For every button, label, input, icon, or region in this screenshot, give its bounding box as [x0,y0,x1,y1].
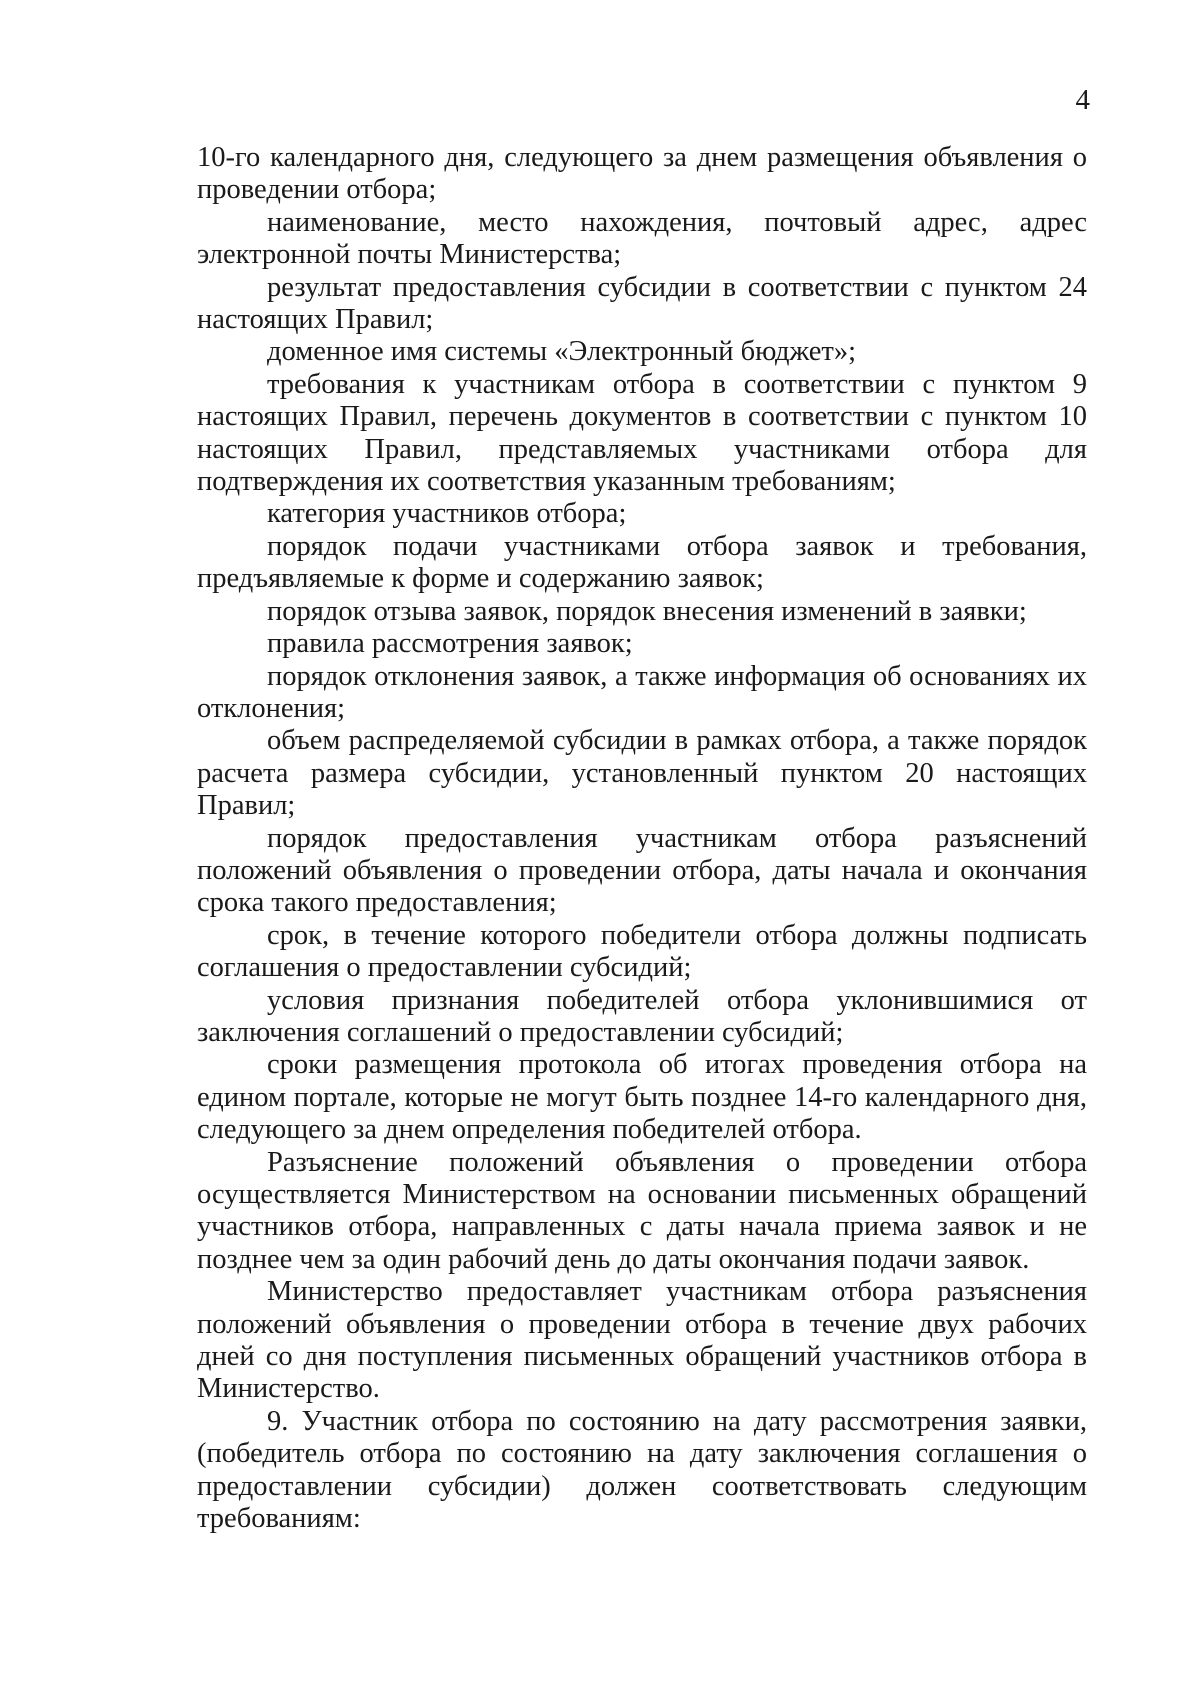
paragraph: категория участников отбора; [267,498,627,530]
page-number: 4 [1075,84,1090,116]
paragraph: Разъяснение положений объявления о проведении отбора осуществляется Министерством на основании письменных обращений участников отбора, направленных с даты начала приема заявок и не позднее чем за один рабочий день до даты окончания подачи заявок. [197,1146,1087,1275]
paragraph: Министерство предоставляет участникам отбора разъяснения положений объявления о проведении отбора в течение двух рабочих дней со дня поступления письменных обращений участников отбора в Министерство. [197,1276,1087,1405]
paragraph: результат предоставления субсидии в соответствии с пунктом 24 настоящих Правил; [197,271,1087,336]
paragraph: наименование, место нахождения, почтовый адрес, адрес электронной почты Министерства; [197,206,1087,271]
paragraph: порядок отзыва заявок, порядок внесения изменений в заявки; [267,595,1027,627]
paragraph: доменное имя системы «Электронный бюджет»; [267,336,857,368]
paragraph: порядок подачи участниками отбора заявок и требования, предъявляемые к форме и содержанию заявок; [197,530,1087,595]
document-body [197,142,1087,1535]
paragraph: порядок предоставления участникам отбора разъяснений положений объявления о проведении отбора, даты начала и окончания срока такого предоставления; [197,822,1087,919]
paragraph: сроки размещения протокола об итогах проведения отбора на едином портале, которые не могут быть позднее 14-го календарного дня, следующего за днем определения победителей отбора. [197,1049,1087,1146]
paragraph: 10-го календарного дня, следующего за днем размещения объявления о проведении отбора; [197,142,1087,206]
paragraph: 9. Участник отбора по состоянию на дату рассмотрения заявки, (победитель отбора по состоянию на дату заключения соглашения о предоставлении субсидии) должен соответствовать следующим требованиям: [197,1405,1087,1535]
paragraph: срок, в течение которого победители отбора должны подписать соглашения о предоставлении субсидий; [197,919,1087,984]
paragraph: порядок отклонения заявок, а также информация об основаниях их отклонения; [197,660,1087,724]
paragraph: условия признания победителей отбора уклонившимися от заключения соглашений о предоставлении субсидий; [197,984,1087,1048]
paragraph: требования к участникам отбора в соответствии с пунктом 9 настоящих Правил, перечень документов в соответствии с пунктом 10 настоящих Правил, представляемых участниками отбора для подтверждения их соответствия указанным требованиям; [197,368,1087,498]
paragraph: объем распределяемой субсидии в рамках отбора, а также порядок расчета размера субсидии, установленный пунктом 20 настоящих Правил; [197,725,1087,822]
paragraph: правила рассмотрения заявок; [267,628,633,660]
